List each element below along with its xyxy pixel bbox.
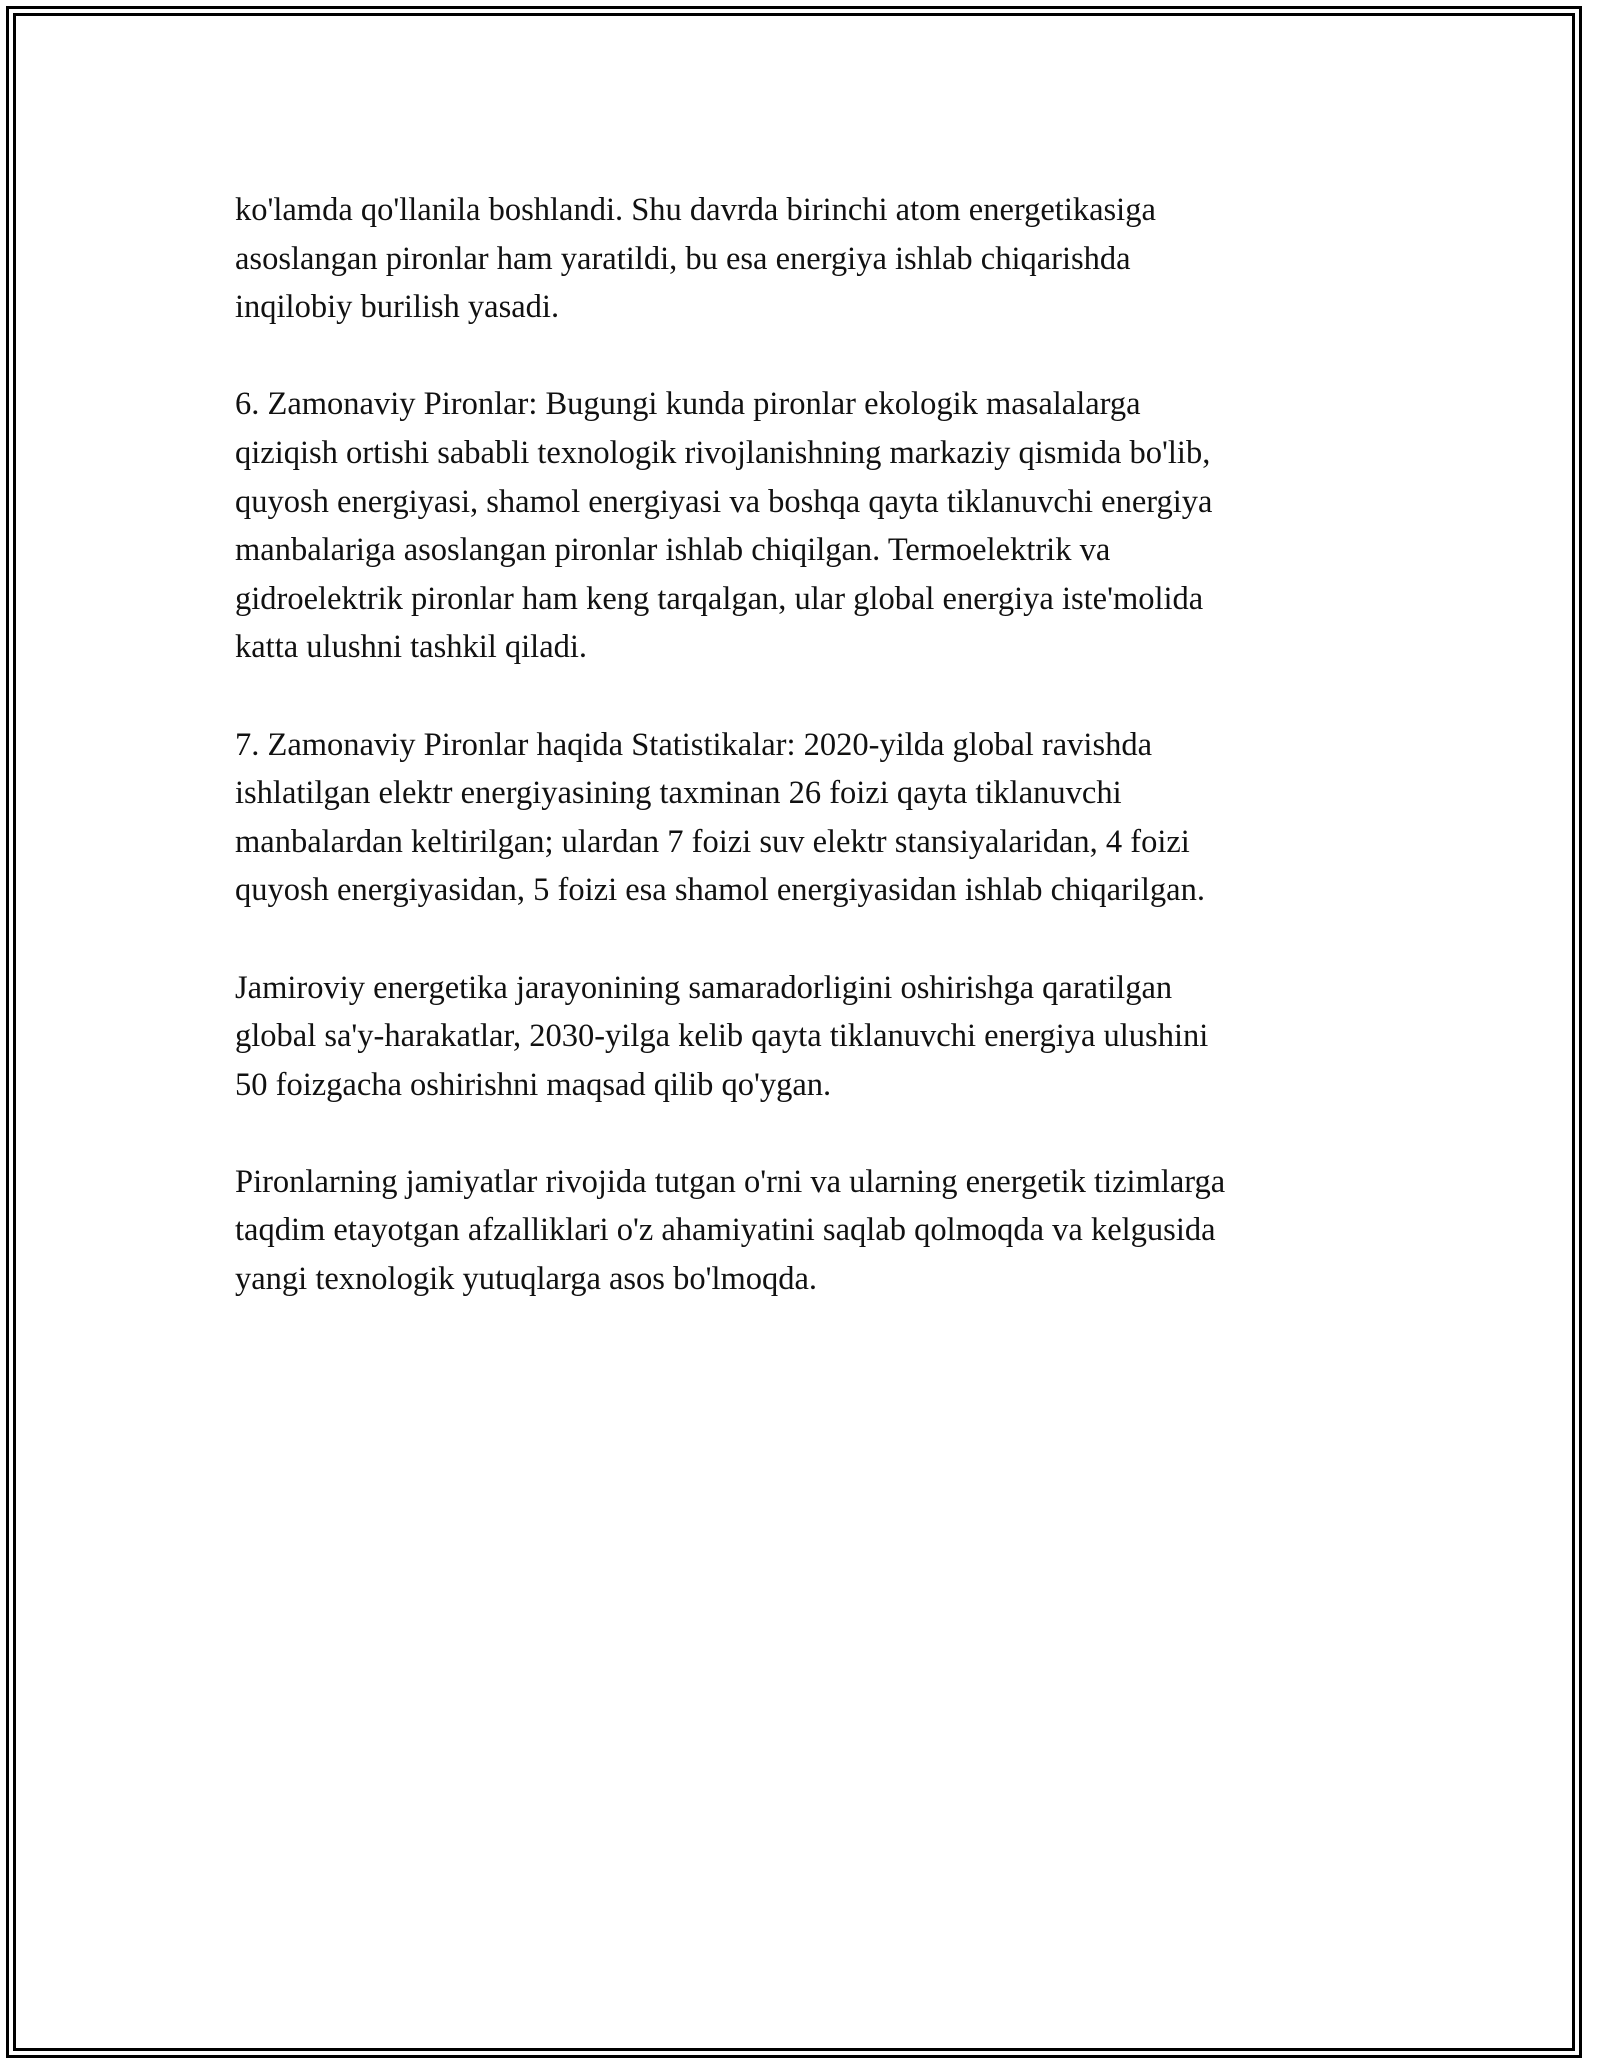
paragraph-conclusion: Pironlarning jamiyatlar rivojida tutgan o'rni va ularning energetik tizimlarga taqdim etayotgan afzalliklari o'z ahamiyatini saqlab qolmoqda va kelgusida yangi texnologik yutuqlarga asos bo'lmoqda.: [235, 1163, 1226, 1298]
paragraph-global-efforts: Jamiroviy energetika jarayonining samaradorligini oshirishga qaratilgan global sa'y-harakatlar, 2030-yilga kelib qayta tiklanuvchi energiya ulushini 50 foizgacha oshirishni maqsad qilib qo'ygan.: [235, 969, 1209, 1103]
document-body: [235, 186, 1385, 1352]
paragraph-continuation: ko'lamda qo'llanila boshlandi. Shu davrda birinchi atom energetikasiga asoslangan pironlar ham yaratildi, bu esa energiya ishlab chiqarishda inqilobiy burilish yasadi.: [235, 192, 1156, 326]
paragraph-statistics: 7. Zamonaviy Pironlar haqida Statistikalar: 2020-yilda global ravishda ishlatilgan elektr energiyasining taxminan 26 foizi qayta tiklanuvchi manbalardan keltirilgan; ulardan 7 foizi suv elektr stansiyalaridan, 4 foizi quyosh energiyasidan, 5 foizi esa shamol energiyasidan ishlab chiqarilgan.: [235, 726, 1205, 909]
paragraph-modern-pironlar: 6. Zamonaviy Pironlar: Bugungi kunda pironlar ekologik masalalarga qiziqish ortishi sababli texnologik rivojlanishning markaziy qismida bo'lib, quyosh energiyasi, shamol energiyasi va boshqa qayta tiklanuvchi energiya manbalariga asoslangan pironlar ishlab chiqilgan. Termoelektrik va gidroelektrik pironlar ham keng tarqalgan, ular global energiya iste'molida katta ulushni tashkil qiladi.: [235, 386, 1213, 666]
